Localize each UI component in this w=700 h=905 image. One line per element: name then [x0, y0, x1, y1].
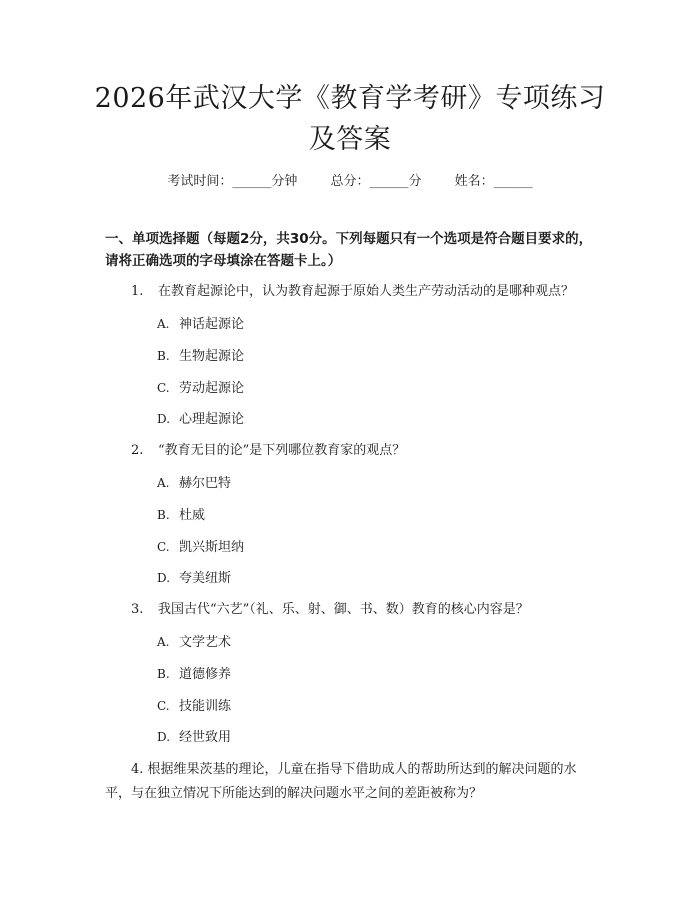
option-letter: B.: [157, 349, 170, 363]
option-letter: D.: [157, 730, 171, 744]
question-3: [131, 599, 529, 621]
question-number: 4.: [131, 762, 144, 777]
option-letter: C.: [157, 699, 170, 713]
option-2b[interactable]: [157, 505, 205, 526]
option-1d[interactable]: [157, 409, 244, 430]
section-heading: 一、单项选择题（每题2分，共30分。下列每题只有一个选项是符合题目要求的，请将正确选项的字母填涂在答题卡上。）: [105, 231, 593, 269]
question-text: 在教育起源论中，认为教育起源于原始人类生产劳动活动的是哪种观点？: [158, 284, 575, 299]
option-text: 经世致用: [179, 730, 232, 745]
option-text: 道德修养: [179, 667, 232, 682]
time-blank: ______: [232, 174, 272, 189]
option-3c[interactable]: [157, 696, 231, 717]
question-4: [105, 758, 600, 806]
option-2c[interactable]: [157, 537, 244, 558]
page-title: 2026年武汉大学《教育学考研》专项练习及答案: [94, 83, 606, 155]
option-text: 文学艺术: [179, 635, 232, 650]
option-text: 凯兴斯坦纳: [179, 540, 245, 555]
option-1a[interactable]: [157, 314, 244, 335]
option-1c[interactable]: [157, 378, 244, 399]
question-text: 我国古代“六艺”（礼、乐、射、御、书、数）教育的核心内容是？: [158, 602, 529, 617]
option-1b[interactable]: [157, 346, 244, 367]
option-letter: B.: [157, 508, 170, 522]
option-letter: D.: [157, 412, 171, 426]
score-label: 总分：: [330, 174, 370, 189]
option-text: 赫尔巴特: [179, 476, 232, 491]
option-letter: C.: [157, 381, 170, 395]
option-3d[interactable]: [157, 727, 231, 748]
time-unit: 分钟: [271, 174, 298, 189]
option-text: 技能训练: [179, 699, 232, 714]
question-2: [131, 440, 405, 462]
option-text: 生物起源论: [179, 349, 245, 364]
score-blank: ______: [369, 174, 409, 189]
option-letter: A.: [157, 476, 170, 490]
question-number: 2.: [131, 443, 144, 458]
option-text: 杜威: [179, 508, 206, 523]
time-label: 考试时间：: [167, 174, 233, 189]
option-text: 心理起源论: [179, 412, 245, 427]
option-text: 夸美纽斯: [179, 571, 232, 586]
option-2a[interactable]: [157, 473, 231, 494]
question-text: 根据维果茨基的理论，儿童在指导下借助成人的帮助所达到的解决问题的水平，与在独立情况下所能达到的解决问题水平之间的差距被称为？: [105, 762, 577, 801]
option-text: 劳动起源论: [179, 381, 245, 396]
option-3a[interactable]: [157, 632, 231, 653]
option-letter: D.: [157, 571, 171, 585]
option-letter: A.: [157, 635, 170, 649]
name-label: 姓名：: [454, 174, 494, 189]
option-letter: A.: [157, 317, 170, 331]
name-blank: ______: [493, 174, 533, 189]
exam-meta: [0, 170, 700, 189]
question-number: 3.: [131, 602, 144, 617]
option-3b[interactable]: [157, 664, 231, 685]
option-letter: B.: [157, 667, 170, 681]
option-letter: C.: [157, 540, 170, 554]
question-number: 1.: [131, 284, 144, 299]
question-1: [131, 281, 574, 303]
score-unit: 分: [408, 174, 422, 189]
question-text: “教育无目的论”是下列哪位教育家的观点？: [158, 443, 406, 458]
option-text: 神话起源论: [179, 317, 245, 332]
option-2d[interactable]: [157, 568, 231, 589]
